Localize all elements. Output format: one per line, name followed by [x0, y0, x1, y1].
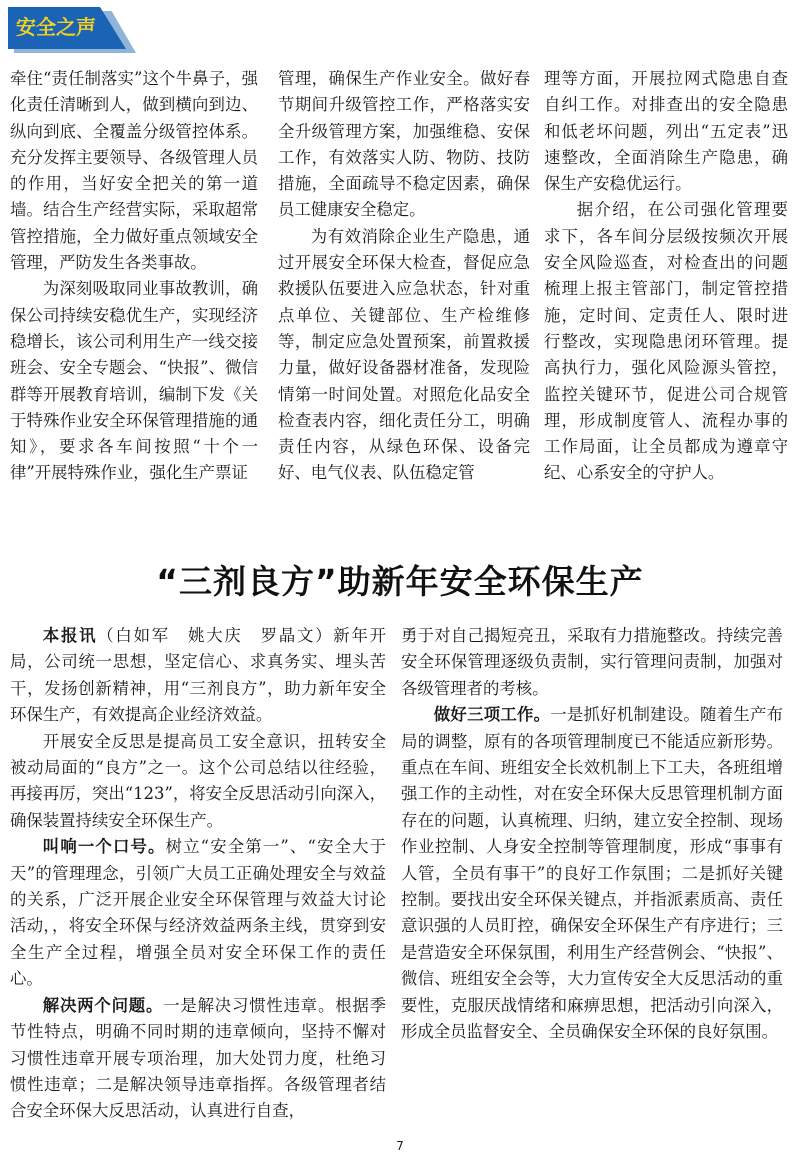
page-number: 7	[396, 1139, 404, 1153]
dateline-lead: 本报讯	[42, 626, 98, 645]
paragraph: 牵住“责任制落实”这个牛鼻子，强化责任清晰到人，做到横向到边、纵向到底、全覆盖分级管控体系。充分发挥主要领导、各级管理人员的作用，当好安全把关的第一道墙。结合生产经营实际，采取超常管控措施，全力做好重点领域安全管理，严防发生各类事故。	[10, 69, 258, 273]
subheading: 解决两个问题。	[42, 995, 164, 1015]
paragraph: 勇于对自己揭短亮丑，采取有力措施整改。持续完善安全环保管理逐级负责制，实行管理问责制，加强对各级管理者的考核。	[401, 626, 783, 698]
bottom-article-column-2	[401, 623, 783, 1046]
paragraph	[401, 702, 783, 1045]
paragraph	[10, 993, 386, 1125]
subheading: 叫响一个口号。	[42, 837, 166, 857]
section-title: 安全之声	[16, 15, 96, 39]
paragraph	[10, 834, 386, 992]
bottom-article-column-1	[10, 623, 386, 1125]
section-header	[8, 7, 138, 53]
paragraph-text: （白如军 姚大庆 罗晶文）新年开局，公司统一思想，坚定信心、求真务实、埋头苦干，发扬创新精神，用“三剂良方”，助力新年安全环保生产，有效提高企业经济效益。	[10, 626, 386, 725]
top-article-column-3	[544, 66, 788, 487]
paragraph: 为有效消除企业生产隐患，通过开展安全环保大检查，督促应急救援队伍要进入应急状态，针对重点单位、关键部位、生产检维修等，制定应急处置预案，前置救援力量，做好设备器材准备，发现险情第一时间处置。对照危化品安全检查表内容，细化责任分工，明确责任内容，从绿色环保、设备完好、电气仪表、队伍稳定管	[278, 226, 530, 483]
paragraph-text: 一是抓好机制建设。随着生产布局的调整，原有的各项管理制度已不能适应新形势。重点在车间、班组安全长效机制上下工夫，各班组增强工作的主动性，对在安全环保大反思管理机制方面存在的问题，认真梳理、归纳，建立安全控制、现场作业控制、人身安全控制等管理制度，形成“事事有人管，全员有事干”的良好工作氛围；二是抓好关键控制。要找出安全环保关键点，并指派素质高、责任意识强的人员盯控，确保安全环保生产有序进行；三是营造安全环保氛围，利用生产经营例会、“快报”、微信、班组安全会等，大力宣传安全大反思活动的重要性，克服厌战情绪和麻痹思想，把活动引向深入，形成全员监督安全、全员确保安全环保的良好氛围。	[401, 705, 783, 1042]
subheading: 做好三项工作。	[433, 705, 551, 725]
paragraph: 为深刻吸取同业事故教训，确保公司持续安稳优生产，实现经济稳增长，该公司利用生产一线交接班会、安全专题会、“快报”、微信群等开展教育培训，编制下发《关于特殊作业安全环保管理措施的通知》，要求各车间按照“十个一律”开展特殊作业，强化生产票证	[10, 279, 258, 483]
top-article-column-2	[278, 66, 530, 487]
paragraph	[10, 623, 386, 729]
paragraph: 开展安全反思是提高员工安全意识，扭转安全被动局面的“良方”之一。这个公司总结以往经验，再接再厉，突出“123”，将安全反思活动引向深入，确保装置持续安全环保生产。	[10, 731, 386, 830]
paragraph: 据介绍，在公司强化管理要求下，各车间分层级按频次开展安全风险巡查，对检查出的问题梳理上报主管部门，制定管控措施，定时间、定责任人、限时进行整改，实现隐患闭环管理。提高执行力，强化风险源头管控，监控关键环节，促进公司合规管理，形成制度管人、流程办事的工作局面，让全员都成为遵章守纪、心系安全的守护人。	[544, 200, 788, 483]
paragraph: 理等方面，开展拉网式隐患自查自纠工作。对排查出的安全隐患和低老坏问题，列出“五定表”迅速整改，全面消除生产隐患，确保生产安稳优运行。	[544, 69, 788, 194]
paragraph: 管理，确保生产作业安全。做好春节期间升级管控工作，严格落实安全升级管理方案，加强维稳、安保工作，有效落实人防、物防、技防措施，全面疏导不稳定因素，确保员工健康安全稳定。	[278, 69, 530, 220]
article-headline: “三剂良方”助新年安全环保生产	[156, 562, 644, 601]
paragraph-text: 一是解决习惯性违章。根据季节性特点，明确不同时期的违章倾向，坚持不懈对习惯性违章开展专项治理，加大处罚力度，杜绝习惯性违章；二是解决领导违章指挥。各级管理者结合安全环保大反思活动，认真进行自查，	[10, 995, 387, 1121]
paragraph-text: 树立“安全第一”、“安全大于天”的管理理念，引领广大员工正确处理安全与效益的关系，广泛开展企业安全环保管理与效益大讨论活动，，将安全环保与经济效益两条主线，贯穿到安全生产全过程，增强全员对安全环保工作的责任心。	[10, 837, 386, 989]
top-article-column-1	[10, 66, 258, 487]
